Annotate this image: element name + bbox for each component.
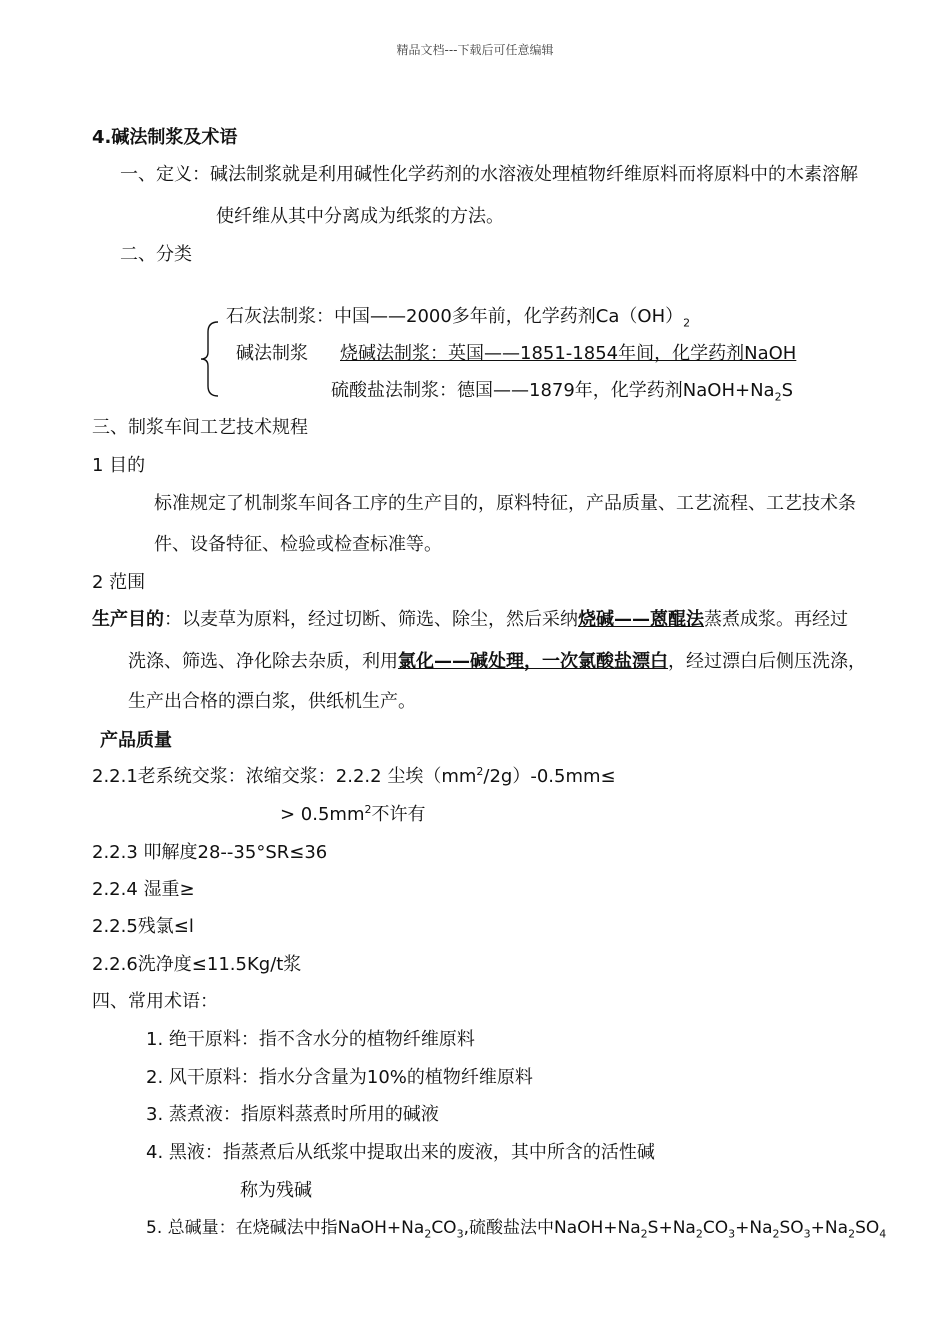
term-5-text: +Na bbox=[735, 1218, 773, 1238]
subscript: 4 bbox=[879, 1227, 887, 1241]
subscript: 2 bbox=[772, 1227, 780, 1241]
quality-item-1-text-end: /2g）-0.5mm≤ bbox=[483, 766, 616, 787]
definition-line-2: 使纤维从其中分离成为纸浆的方法。 bbox=[216, 206, 504, 227]
definition-label: 一、定义： bbox=[120, 164, 210, 185]
term-5-text: S+Na bbox=[647, 1218, 696, 1238]
term-5-text: 5. 总碱量：在烧碱法中指NaOH+Na bbox=[146, 1218, 425, 1238]
definition-line-1 bbox=[120, 163, 858, 187]
term-5-text: +Na bbox=[810, 1218, 849, 1238]
subscript: 3 bbox=[728, 1227, 736, 1241]
soda-method: 烧碱法制浆：英国——1851-1854年间，化学药剂NaOH bbox=[340, 343, 797, 364]
quality-item-1b bbox=[280, 803, 426, 827]
term-5-text: SO bbox=[855, 1218, 880, 1238]
quality-item-1 bbox=[92, 765, 616, 789]
classification-heading: 二、分类 bbox=[120, 244, 192, 265]
production-text: ：以麦草为原料，经过切断、筛选、除尘，然后采纳 bbox=[164, 609, 578, 630]
section3-heading: 三、制浆车间工艺技术规程 bbox=[92, 417, 308, 438]
subscript: 2 bbox=[424, 1227, 432, 1241]
curly-brace-icon bbox=[198, 320, 220, 398]
section-title: 4.碱法制浆及术语 bbox=[92, 127, 238, 148]
term-1: 1. 绝干原料：指不含水分的植物纤维原料 bbox=[146, 1029, 475, 1050]
quality-item-4: 2.2.4 湿重≥ bbox=[92, 879, 195, 900]
quality-item-1b-text: > 0.5mm bbox=[280, 804, 365, 825]
page-header: 精品文档---下载后可任意编辑 bbox=[396, 43, 554, 57]
lime-method bbox=[226, 305, 690, 329]
purpose-line-1: 标准规定了机制浆车间各工序的生产目的，原料特征，产品质量、工艺流程、工艺技术条 bbox=[154, 493, 856, 514]
terms-heading: 四、常用术语： bbox=[92, 991, 218, 1012]
lime-method-text: 石灰法制浆：中国——2000多年前，化学药剂Ca（OH） bbox=[226, 306, 684, 327]
production-text-2a: 洗涤、筛选、净化除去杂质，利用 bbox=[128, 651, 398, 672]
subscript: 2 bbox=[695, 1227, 703, 1241]
subscript: 3 bbox=[456, 1227, 464, 1241]
cooking-method: 烧碱——蒽醌法 bbox=[578, 609, 704, 630]
term-5-text: SO bbox=[779, 1218, 804, 1238]
quality-item-1-text: 2.2.1老系统交浆：浓缩交浆：2.2.2 尘埃（mm bbox=[92, 766, 477, 787]
subscript: 2 bbox=[640, 1227, 648, 1241]
bleach-method: 氯化——碱处理，一次氯酸盐漂白 bbox=[398, 651, 668, 672]
alkali-pulping-label: 碱法制浆 bbox=[236, 343, 308, 364]
superscript: 2 bbox=[476, 765, 484, 778]
production-line-2 bbox=[128, 650, 866, 674]
quality-item-5: 2.2.5残氯≤l bbox=[92, 916, 194, 937]
production-line-3: 生产出合格的漂白浆，供纸机生产。 bbox=[128, 691, 416, 712]
term-5-text: CO bbox=[431, 1218, 457, 1238]
term-3: 3. 蒸煮液：指原料蒸煮时所用的碱液 bbox=[146, 1104, 439, 1125]
term-4-continued: 称为残碱 bbox=[240, 1180, 312, 1201]
subscript: 3 bbox=[803, 1227, 811, 1241]
sulfate-text: 硫酸盐法制浆：德国——1879年，化学药剂NaOH+Na bbox=[331, 380, 775, 401]
production-text-end: 蒸煮成浆。再经过 bbox=[704, 609, 848, 630]
subscript: 2 bbox=[848, 1227, 856, 1241]
production-label: 生产目的 bbox=[92, 609, 164, 630]
production-text-2b: ，经过漂白后侧压洗涤， bbox=[668, 651, 866, 672]
quality-heading: 产品质量 bbox=[100, 730, 172, 751]
production-line-1 bbox=[92, 608, 848, 632]
quality-item-3: 2.2.3 叩解度28--35°SR≤36 bbox=[92, 842, 328, 863]
definition-text: 碱法制浆就是利用碱性化学药剂的水溶液处理植物纤维原料而将原料中的木素溶解 bbox=[210, 164, 858, 185]
subscript: 2 bbox=[774, 390, 782, 404]
quality-item-6: 2.2.6洗净度≤11.5Kg/t浆 bbox=[92, 954, 302, 975]
purpose-heading: 1 目的 bbox=[92, 455, 146, 476]
subscript: 2 bbox=[683, 316, 691, 330]
term-5-text: CO bbox=[702, 1218, 729, 1238]
term-2: 2. 风干原料：指水分含量为10%的植物纤维原料 bbox=[146, 1067, 533, 1088]
quality-item-1b-text-end: 不许有 bbox=[371, 804, 426, 825]
purpose-line-2: 件、设备特征、检验或检查标准等。 bbox=[154, 534, 442, 555]
term-5 bbox=[146, 1216, 886, 1240]
term-5-text: ,硫酸盐法中NaOH+Na bbox=[463, 1218, 641, 1238]
sulfate-method bbox=[331, 379, 793, 403]
scope-heading: 2 范围 bbox=[92, 572, 146, 593]
term-4: 4. 黑液：指蒸煮后从纸浆中提取出来的废液，其中所含的活性碱 bbox=[146, 1142, 655, 1163]
sulfate-text-end: S bbox=[781, 380, 794, 401]
superscript: 2 bbox=[364, 803, 372, 816]
